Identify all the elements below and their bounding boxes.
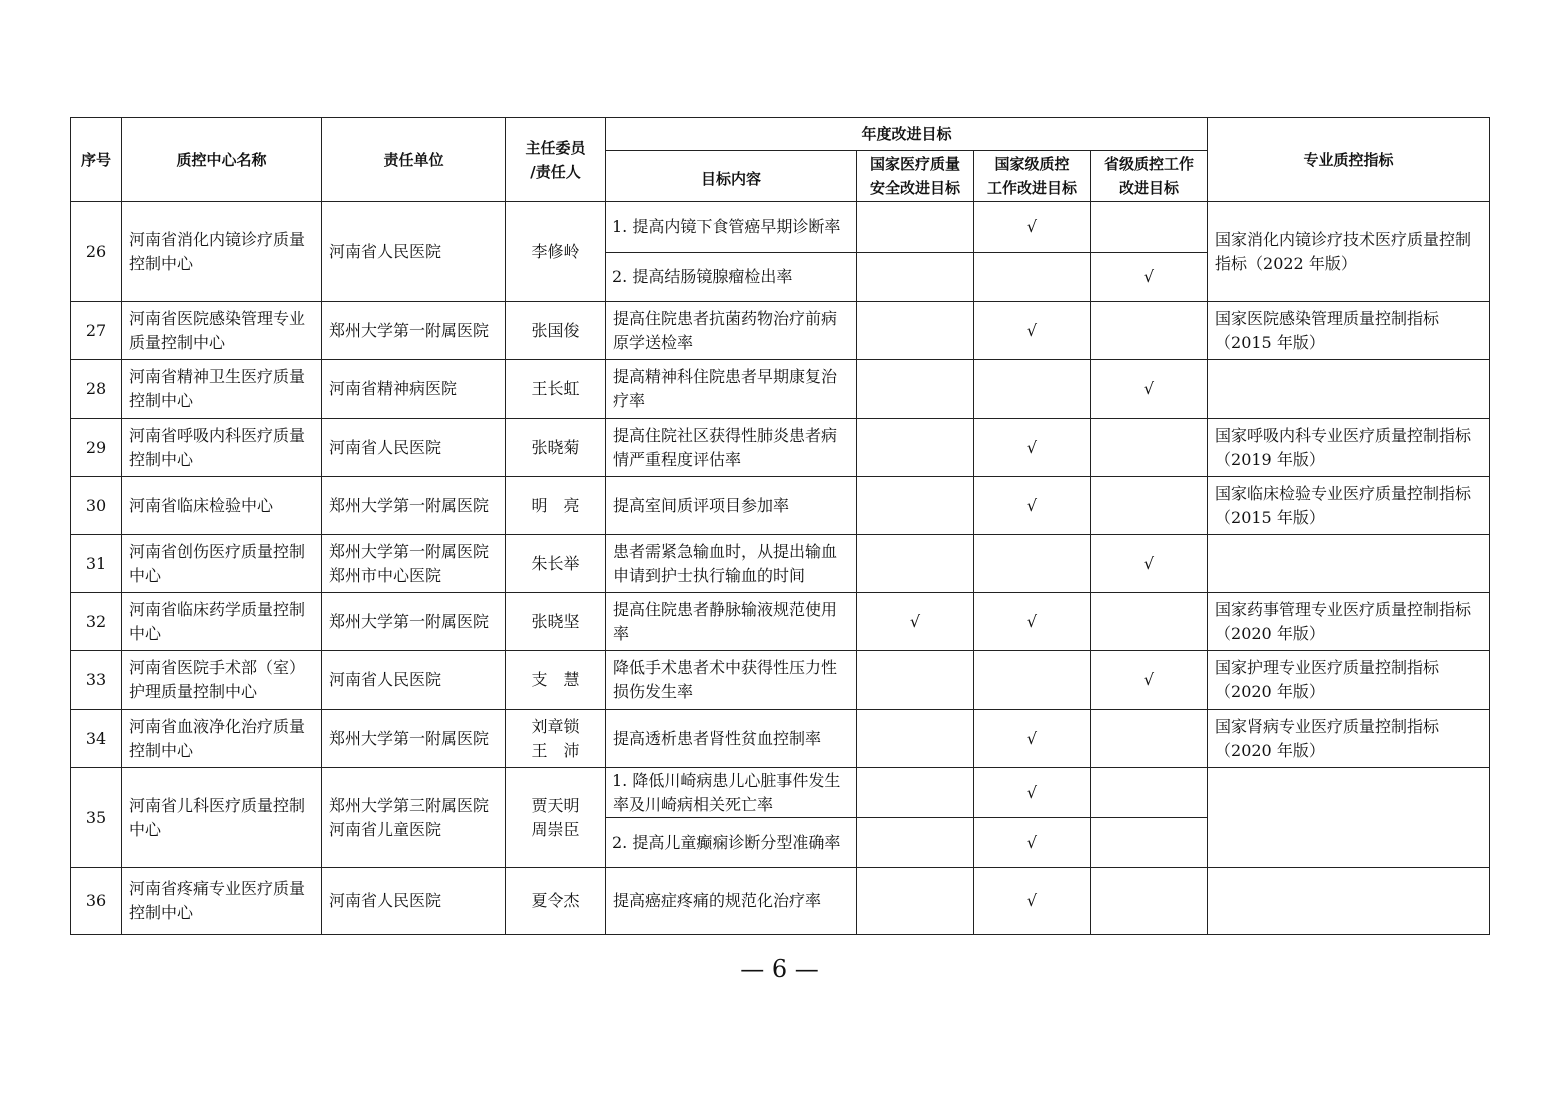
national-safety-check <box>857 202 974 253</box>
row-seq: 30 <box>71 477 122 535</box>
national-safety-check <box>857 302 974 360</box>
header-center-name: 质控中心名称 <box>122 118 322 202</box>
responsible-unit: 郑州大学第一附属医院 <box>322 477 506 535</box>
responsible-person: 支 慧 <box>506 651 606 710</box>
table-row <box>71 868 1490 935</box>
responsible-unit: 河南省人民医院 <box>322 419 506 477</box>
qc-indicator: 国家护理专业医疗质量控制指标（2020 年版） <box>1208 651 1490 710</box>
header-goal-content: 目标内容 <box>606 151 857 202</box>
goal-content: 提高住院患者抗菌药物治疗前病原学送检率 <box>606 302 857 360</box>
national-qc-check: √ <box>974 302 1091 360</box>
goal-content: 降低手术患者术中获得性压力性损伤发生率 <box>606 651 857 710</box>
national-qc-check: √ <box>974 868 1091 935</box>
goal-content: 1. 降低川崎病患儿心脏事件发生率及川崎病相关死亡率 <box>606 768 857 818</box>
national-safety-check <box>857 419 974 477</box>
header-national-qc: 国家级质控 工作改进目标 <box>974 151 1091 202</box>
page-number: — 6 — <box>740 955 819 983</box>
provincial-qc-check: √ <box>1091 535 1208 593</box>
table-row <box>71 419 1490 477</box>
table-row <box>71 768 1490 818</box>
national-qc-check <box>974 253 1091 302</box>
qc-indicator: 国家肾病专业医疗质量控制指标（2020 年版） <box>1208 710 1490 768</box>
table-row <box>71 202 1490 253</box>
table-row <box>71 710 1490 768</box>
provincial-qc-check: √ <box>1091 360 1208 419</box>
responsible-unit: 郑州大学第一附属医院 <box>322 302 506 360</box>
provincial-qc-check <box>1091 302 1208 360</box>
provincial-qc-check <box>1091 477 1208 535</box>
center-name: 河南省医院感染管理专业质量控制中心 <box>122 302 322 360</box>
national-safety-check <box>857 360 974 419</box>
goal-content: 提高癌症疼痛的规范化治疗率 <box>606 868 857 935</box>
qc-indicator: 国家临床检验专业医疗质量控制指标（2015 年版） <box>1208 477 1490 535</box>
header-seq: 序号 <box>71 118 122 202</box>
responsible-person: 张晓坚 <box>506 593 606 651</box>
national-safety-check <box>857 818 974 868</box>
national-qc-check: √ <box>974 419 1091 477</box>
center-name: 河南省临床检验中心 <box>122 477 322 535</box>
provincial-qc-check: √ <box>1091 651 1208 710</box>
provincial-qc-check <box>1091 868 1208 935</box>
row-seq: 26 <box>71 202 122 302</box>
table-body <box>71 202 1490 935</box>
national-qc-check: √ <box>974 818 1091 868</box>
national-qc-check <box>974 651 1091 710</box>
responsible-person: 明 亮 <box>506 477 606 535</box>
goal-content: 患者需紧急输血时，从提出输血申请到护士执行输血的时间 <box>606 535 857 593</box>
goal-content: 提高室间质评项目参加率 <box>606 477 857 535</box>
row-seq: 27 <box>71 302 122 360</box>
responsible-person: 刘章锁 王 沛 <box>506 710 606 768</box>
table-row <box>71 360 1490 419</box>
national-safety-check <box>857 253 974 302</box>
header-provincial-qc: 省级质控工作 改进目标 <box>1091 151 1208 202</box>
national-safety-check <box>857 768 974 818</box>
row-seq: 35 <box>71 768 122 868</box>
responsible-person: 贾天明 周崇臣 <box>506 768 606 868</box>
national-safety-check <box>857 651 974 710</box>
national-qc-check <box>974 360 1091 419</box>
goal-content: 2. 提高儿童癫痫诊断分型准确率 <box>606 818 857 868</box>
responsible-unit: 河南省人民医院 <box>322 868 506 935</box>
national-safety-check <box>857 868 974 935</box>
responsible-person: 张晓菊 <box>506 419 606 477</box>
qc-indicator: 国家呼吸内科专业医疗质量控制指标（2019 年版） <box>1208 419 1490 477</box>
row-seq: 29 <box>71 419 122 477</box>
row-seq: 32 <box>71 593 122 651</box>
header-unit: 责任单位 <box>322 118 506 202</box>
responsible-unit: 郑州大学第一附属医院 <box>322 593 506 651</box>
qc-indicator: 国家药事管理专业医疗质量控制指标（2020 年版） <box>1208 593 1490 651</box>
responsible-person: 张国俊 <box>506 302 606 360</box>
responsible-person: 夏令杰 <box>506 868 606 935</box>
center-name: 河南省血液净化治疗质量控制中心 <box>122 710 322 768</box>
national-qc-check: √ <box>974 768 1091 818</box>
provincial-qc-check <box>1091 768 1208 818</box>
national-safety-check <box>857 477 974 535</box>
provincial-qc-check: √ <box>1091 253 1208 302</box>
provincial-qc-check <box>1091 818 1208 868</box>
responsible-person: 王长虹 <box>506 360 606 419</box>
center-name: 河南省临床药学质量控制中心 <box>122 593 322 651</box>
row-seq: 33 <box>71 651 122 710</box>
national-safety-check <box>857 710 974 768</box>
responsible-unit: 郑州大学第一附属医院 郑州市中心医院 <box>322 535 506 593</box>
provincial-qc-check <box>1091 419 1208 477</box>
table-row <box>71 302 1490 360</box>
header-annual-goals: 年度改进目标 <box>606 118 1208 151</box>
responsible-unit: 郑州大学第一附属医院 <box>322 710 506 768</box>
center-name: 河南省消化内镜诊疗质量控制中心 <box>122 202 322 302</box>
header-person: 主任委员 /责任人 <box>506 118 606 202</box>
goal-content: 提高精神科住院患者早期康复治疗率 <box>606 360 857 419</box>
national-qc-check: √ <box>974 710 1091 768</box>
row-seq: 34 <box>71 710 122 768</box>
center-name: 河南省儿科医疗质量控制中心 <box>122 768 322 868</box>
center-name: 河南省呼吸内科医疗质量控制中心 <box>122 419 322 477</box>
national-qc-check: √ <box>974 593 1091 651</box>
table-row <box>71 593 1490 651</box>
responsible-unit: 郑州大学第三附属医院 河南省儿童医院 <box>322 768 506 868</box>
goal-content: 2. 提高结肠镜腺瘤检出率 <box>606 253 857 302</box>
responsible-unit: 河南省人民医院 <box>322 202 506 302</box>
table-row <box>71 535 1490 593</box>
header-indicators: 专业质控指标 <box>1208 118 1490 202</box>
center-name: 河南省医院手术部（室）护理质量控制中心 <box>122 651 322 710</box>
responsible-unit: 河南省人民医院 <box>322 651 506 710</box>
qc-indicator <box>1208 360 1490 419</box>
national-safety-check <box>857 535 974 593</box>
center-name: 河南省创伤医疗质量控制中心 <box>122 535 322 593</box>
responsible-person: 李修岭 <box>506 202 606 302</box>
qc-indicator: 国家医院感染管理质量控制指标（2015 年版） <box>1208 302 1490 360</box>
goal-content: 提高住院患者静脉输液规范使用率 <box>606 593 857 651</box>
goal-content: 提高住院社区获得性肺炎患者病情严重程度评估率 <box>606 419 857 477</box>
row-seq: 36 <box>71 868 122 935</box>
goal-content: 提高透析患者肾性贫血控制率 <box>606 710 857 768</box>
center-name: 河南省疼痛专业医疗质量控制中心 <box>122 868 322 935</box>
goal-content: 1. 提高内镜下食管癌早期诊断率 <box>606 202 857 253</box>
center-name: 河南省精神卫生医疗质量控制中心 <box>122 360 322 419</box>
national-qc-check <box>974 535 1091 593</box>
table-row <box>71 477 1490 535</box>
header-national-safety: 国家医疗质量 安全改进目标 <box>857 151 974 202</box>
provincial-qc-check <box>1091 593 1208 651</box>
provincial-qc-check <box>1091 202 1208 253</box>
row-seq: 28 <box>71 360 122 419</box>
national-safety-check: √ <box>857 593 974 651</box>
quality-control-table <box>70 117 1490 935</box>
qc-indicator <box>1208 535 1490 593</box>
responsible-unit: 河南省精神病医院 <box>322 360 506 419</box>
responsible-person: 朱长举 <box>506 535 606 593</box>
qc-indicator: 国家消化内镜诊疗技术医疗质量控制指标（2022 年版） <box>1208 202 1490 302</box>
national-qc-check: √ <box>974 477 1091 535</box>
table-row <box>71 651 1490 710</box>
row-seq: 31 <box>71 535 122 593</box>
qc-indicator <box>1208 768 1490 868</box>
national-qc-check: √ <box>974 202 1091 253</box>
qc-indicator <box>1208 868 1490 935</box>
provincial-qc-check <box>1091 710 1208 768</box>
